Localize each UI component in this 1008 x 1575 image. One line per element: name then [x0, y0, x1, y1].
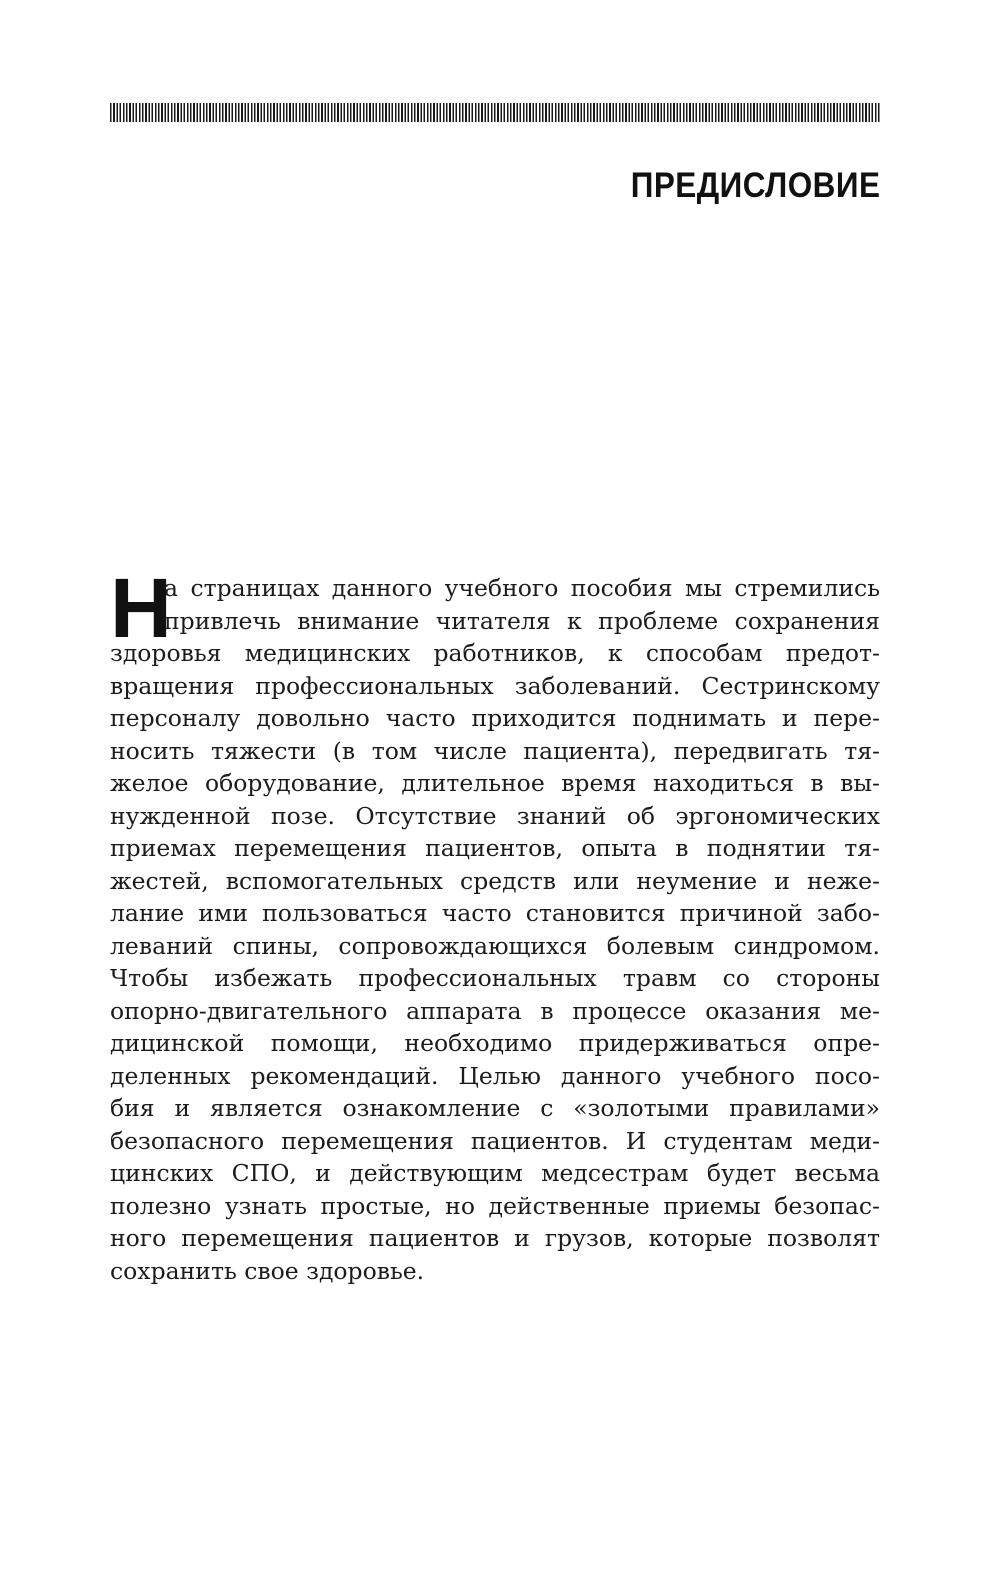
text-line: приемах перемещения пациентов, опыта в поднятии тя- — [110, 834, 880, 862]
text-line: бия и является ознакомление с «золотыми правилами» — [110, 1094, 880, 1122]
text-line: деленных рекомендаций. Целью данного учебного посо- — [110, 1061, 880, 1090]
text-line: привлечь внимание читателя к проблеме сохранения — [164, 606, 880, 635]
text-line: лание ими пользоваться часто становится причиной забо- — [110, 899, 880, 927]
text-line: леваний спины, сопровождающихся болевым синдромом. — [110, 931, 880, 960]
text-line: здоровья медицинских работников, к способам предот- — [110, 639, 880, 667]
decorative-hatched-rule — [110, 103, 880, 122]
text-line: опорно-двигательного аппарата в процессе оказания ме- — [110, 996, 880, 1025]
text-line: жестей, вспомогательных средств или неумение и неже- — [110, 866, 880, 895]
text-line: сохранить свое здоровье. — [110, 1256, 425, 1285]
text-line: носить тяжести (в том числе пациента), передвигать тя- — [110, 736, 880, 765]
page-title: ПРЕДИСЛОВИЕ — [630, 166, 880, 205]
text-line: полезно узнать простые, но действенные приемы безопас- — [110, 1191, 880, 1220]
preface-body — [110, 561, 880, 1287]
text-line: желое оборудование, длительное время находиться в вы- — [110, 769, 880, 797]
text-line: нужденной позе. Отсутствие знаний об эргономических — [110, 801, 880, 830]
drop-cap: Н — [110, 561, 172, 655]
text-line: а страницах данного учебного пособия мы стремились — [164, 574, 880, 602]
text-line: дицинской помощи, необходимо придерживаться опре- — [110, 1029, 880, 1057]
text-line: персоналу довольно часто приходится поднимать и пере- — [110, 704, 880, 732]
text-line: безопасного перемещения пациентов. И студентам меди- — [110, 1126, 880, 1155]
text-line: ного перемещения пациентов и грузов, которые позволят — [110, 1224, 880, 1252]
text-line: Чтобы избежать профессиональных травм со стороны — [110, 964, 880, 992]
text-line: цинских СПО, и действующим медсестрам будет весьма — [110, 1159, 880, 1187]
text-line: вращения профессиональных заболеваний. Сестринскому — [110, 671, 880, 700]
